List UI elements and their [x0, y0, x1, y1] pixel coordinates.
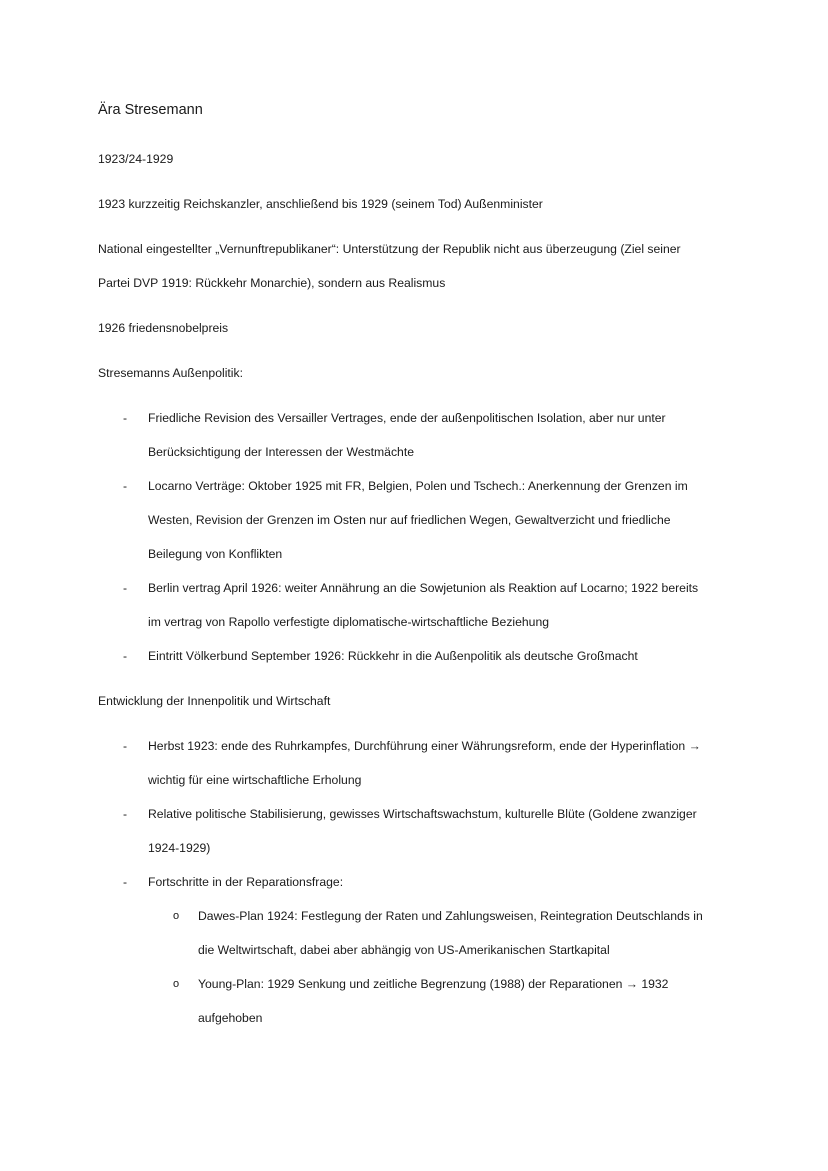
list-item-line: Eintritt Völkerbund September 1926: Rückkehr in die Außenpolitik als deutsche Großmacht — [148, 649, 638, 663]
republican-line-2: Partei DVP 1919: Rückkehr Monarchie), sondern aus Realismus — [98, 276, 446, 290]
sub-bullet-marker: o — [173, 910, 180, 922]
bullet-marker: - — [123, 739, 128, 753]
bullet-marker: - — [123, 581, 128, 595]
list-item-line: Berücksichtigung der Interessen der Westmächte — [148, 445, 415, 459]
list-item-line: 1924-1929) — [148, 841, 211, 855]
republican-line-1: National eingestellter „Vernunftrepublikaner“: Unterstützung der Republik nicht aus überzeugung (Ziel seiner — [98, 242, 681, 256]
chancellor-line: 1923 kurzzeitig Reichskanzler, anschließend bis 1929 (seinem Tod) Außenminister — [98, 197, 543, 211]
bullet-marker: - — [123, 807, 128, 821]
list-item-line: Friedliche Revision des Versailler Vertrages, ende der außenpolitischen Isolation, aber nur unter — [148, 411, 666, 425]
list-item-line: Fortschritte in der Reparationsfrage: — [148, 875, 344, 889]
list-item-line: wichtig für eine wirtschaftliche Erholung — [148, 773, 362, 787]
nobel-line: 1926 friedensnobelpreis — [98, 321, 229, 335]
bullet-marker: - — [123, 411, 128, 425]
sub-list-item-line: die Weltwirtschaft, dabei aber abhängig von US-Amerikanischen Startkapital — [198, 943, 610, 957]
list-item-line: Herbst 1923: ende des Ruhrkampfes, Durchführung einer Währungsreform, ende der Hyperinflation → — [148, 739, 701, 753]
page-title: Ära Stresemann — [98, 102, 203, 118]
sub-list-item-line: aufgehoben — [198, 1011, 263, 1025]
sub-list-item-line: Dawes-Plan 1924: Festlegung der Raten und Zahlungsweisen, Reintegration Deutschlands in — [198, 909, 703, 923]
domestic-policy-heading: Entwicklung der Innenpolitik und Wirtschaft — [98, 694, 331, 708]
sub-bullet-marker: o — [173, 978, 180, 990]
list-item-line: Berlin vertrag April 1926: weiter Annährung an die Sowjetunion als Reaktion auf Locarno; 1922 bereits — [148, 581, 699, 595]
list-item-line: Beilegung von Konflikten — [148, 547, 283, 561]
list-item-line: Locarno Verträge: Oktober 1925 mit FR, Belgien, Polen und Tschech.: Anerkennung der Grenzen im — [148, 479, 688, 493]
bullet-marker: - — [123, 649, 128, 663]
list-item-line: Westen, Revision der Grenzen im Osten nur auf friedlichen Wegen, Gewaltverzicht und friedliche — [148, 513, 671, 527]
bullet-marker: - — [123, 479, 128, 493]
years-line: 1923/24-1929 — [98, 152, 174, 166]
list-item-line: im vertrag von Rapollo verfestigte diplomatische-wirtschaftliche Beziehung — [148, 615, 550, 629]
list-item-line: Relative politische Stabilisierung, gewisses Wirtschaftswachstum, kulturelle Blüte (Goldene zwanziger — [148, 807, 697, 821]
sub-list-item-line: Young-Plan: 1929 Senkung und zeitliche Begrenzung (1988) der Reparationen → 1932 — [198, 977, 669, 991]
foreign-policy-heading: Stresemanns Außenpolitik: — [98, 366, 243, 380]
bullet-marker: - — [123, 875, 128, 889]
